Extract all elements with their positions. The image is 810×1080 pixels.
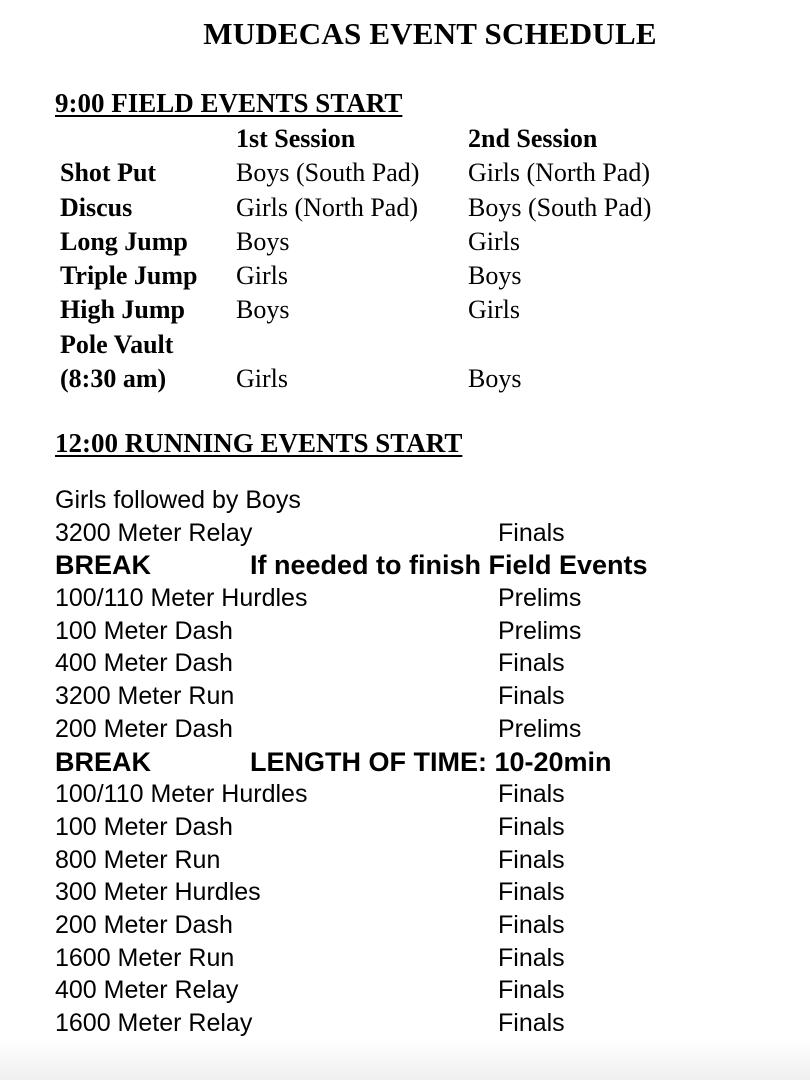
running-event-round: Finals: [498, 1009, 565, 1037]
session-1-cell: Girls: [236, 261, 288, 291]
running-event-name: 100/110 Meter Hurdles: [55, 584, 308, 613]
page-bottom-edge: [0, 1040, 810, 1080]
running-event-name: 3200 Meter Relay: [55, 518, 253, 547]
session-1-cell: Girls: [236, 364, 288, 394]
running-event-round: Finals: [498, 649, 565, 678]
running-event-name: 400 Meter Dash: [55, 649, 233, 678]
running-event-round: Finals: [498, 682, 565, 711]
session-2-cell: Girls: [468, 226, 520, 256]
running-event-name: 100 Meter Dash: [55, 812, 233, 841]
field-event-name: Triple Jump: [60, 261, 198, 291]
running-event-round: Prelims: [498, 584, 582, 613]
session-1-cell: Boys: [236, 226, 290, 256]
break-label: BREAK: [55, 550, 152, 581]
session-2-cell: Girls (North Pad): [468, 158, 650, 188]
field-event-name: (8:30 am): [60, 364, 167, 394]
session-1-cell: Boys (South Pad): [236, 158, 420, 188]
running-event-name: 1600 Meter Run: [55, 943, 235, 972]
session-2-header: 2nd Session: [468, 124, 598, 153]
running-event-name: 800 Meter Run: [55, 845, 221, 874]
running-event-name: 100 Meter Dash: [55, 616, 233, 645]
running-event-name: 3200 Meter Run: [55, 682, 235, 711]
running-events-heading: 12:00 RUNNING EVENTS START: [55, 428, 463, 458]
field-event-name: Pole Vault: [60, 329, 174, 359]
running-event-name: 300 Meter Hurdles: [55, 878, 261, 907]
running-event-round: Finals: [498, 878, 565, 907]
running-event-name: 200 Meter Dash: [55, 910, 233, 939]
running-event-round: Finals: [498, 943, 565, 972]
break-note: LENGTH OF TIME: 10-20min: [250, 746, 612, 777]
session-1-cell: Girls (North Pad): [236, 192, 418, 222]
field-event-name: Long Jump: [60, 226, 188, 256]
running-event-name: 1600 Meter Relay: [55, 1009, 253, 1037]
running-event-name: 100/110 Meter Hurdles: [55, 780, 308, 809]
session-1-cell: Boys: [236, 295, 290, 325]
running-event-round: Finals: [498, 518, 565, 547]
running-event-name: 200 Meter Dash: [55, 714, 233, 743]
session-2-cell: Boys: [468, 364, 522, 394]
session-2-cell: Boys: [468, 261, 522, 291]
field-event-name: Shot Put: [60, 158, 157, 188]
running-event-round: Finals: [498, 780, 565, 809]
running-event-round: Finals: [498, 910, 565, 939]
running-event-round: Prelims: [498, 714, 582, 743]
break-note: If needed to finish Field Events: [250, 550, 648, 581]
running-event-name: 400 Meter Relay: [55, 976, 239, 1005]
running-event-round: Finals: [498, 812, 565, 841]
running-event-round: Finals: [498, 845, 565, 874]
field-event-name: Discus: [60, 192, 133, 222]
field-events-heading: 9:00 FIELD EVENTS START: [55, 88, 403, 118]
running-event-round: Prelims: [498, 616, 582, 645]
session-2-cell: Girls: [468, 295, 520, 325]
document-title: MUDECAS EVENT SCHEDULE: [203, 16, 657, 51]
running-intro-text: Girls followed by Boys: [55, 486, 301, 514]
running-event-round: Finals: [498, 976, 565, 1005]
session-1-header: 1st Session: [236, 124, 356, 153]
field-event-name: High Jump: [60, 295, 185, 325]
session-2-cell: Boys (South Pad): [468, 192, 652, 222]
break-label: BREAK: [55, 746, 152, 777]
